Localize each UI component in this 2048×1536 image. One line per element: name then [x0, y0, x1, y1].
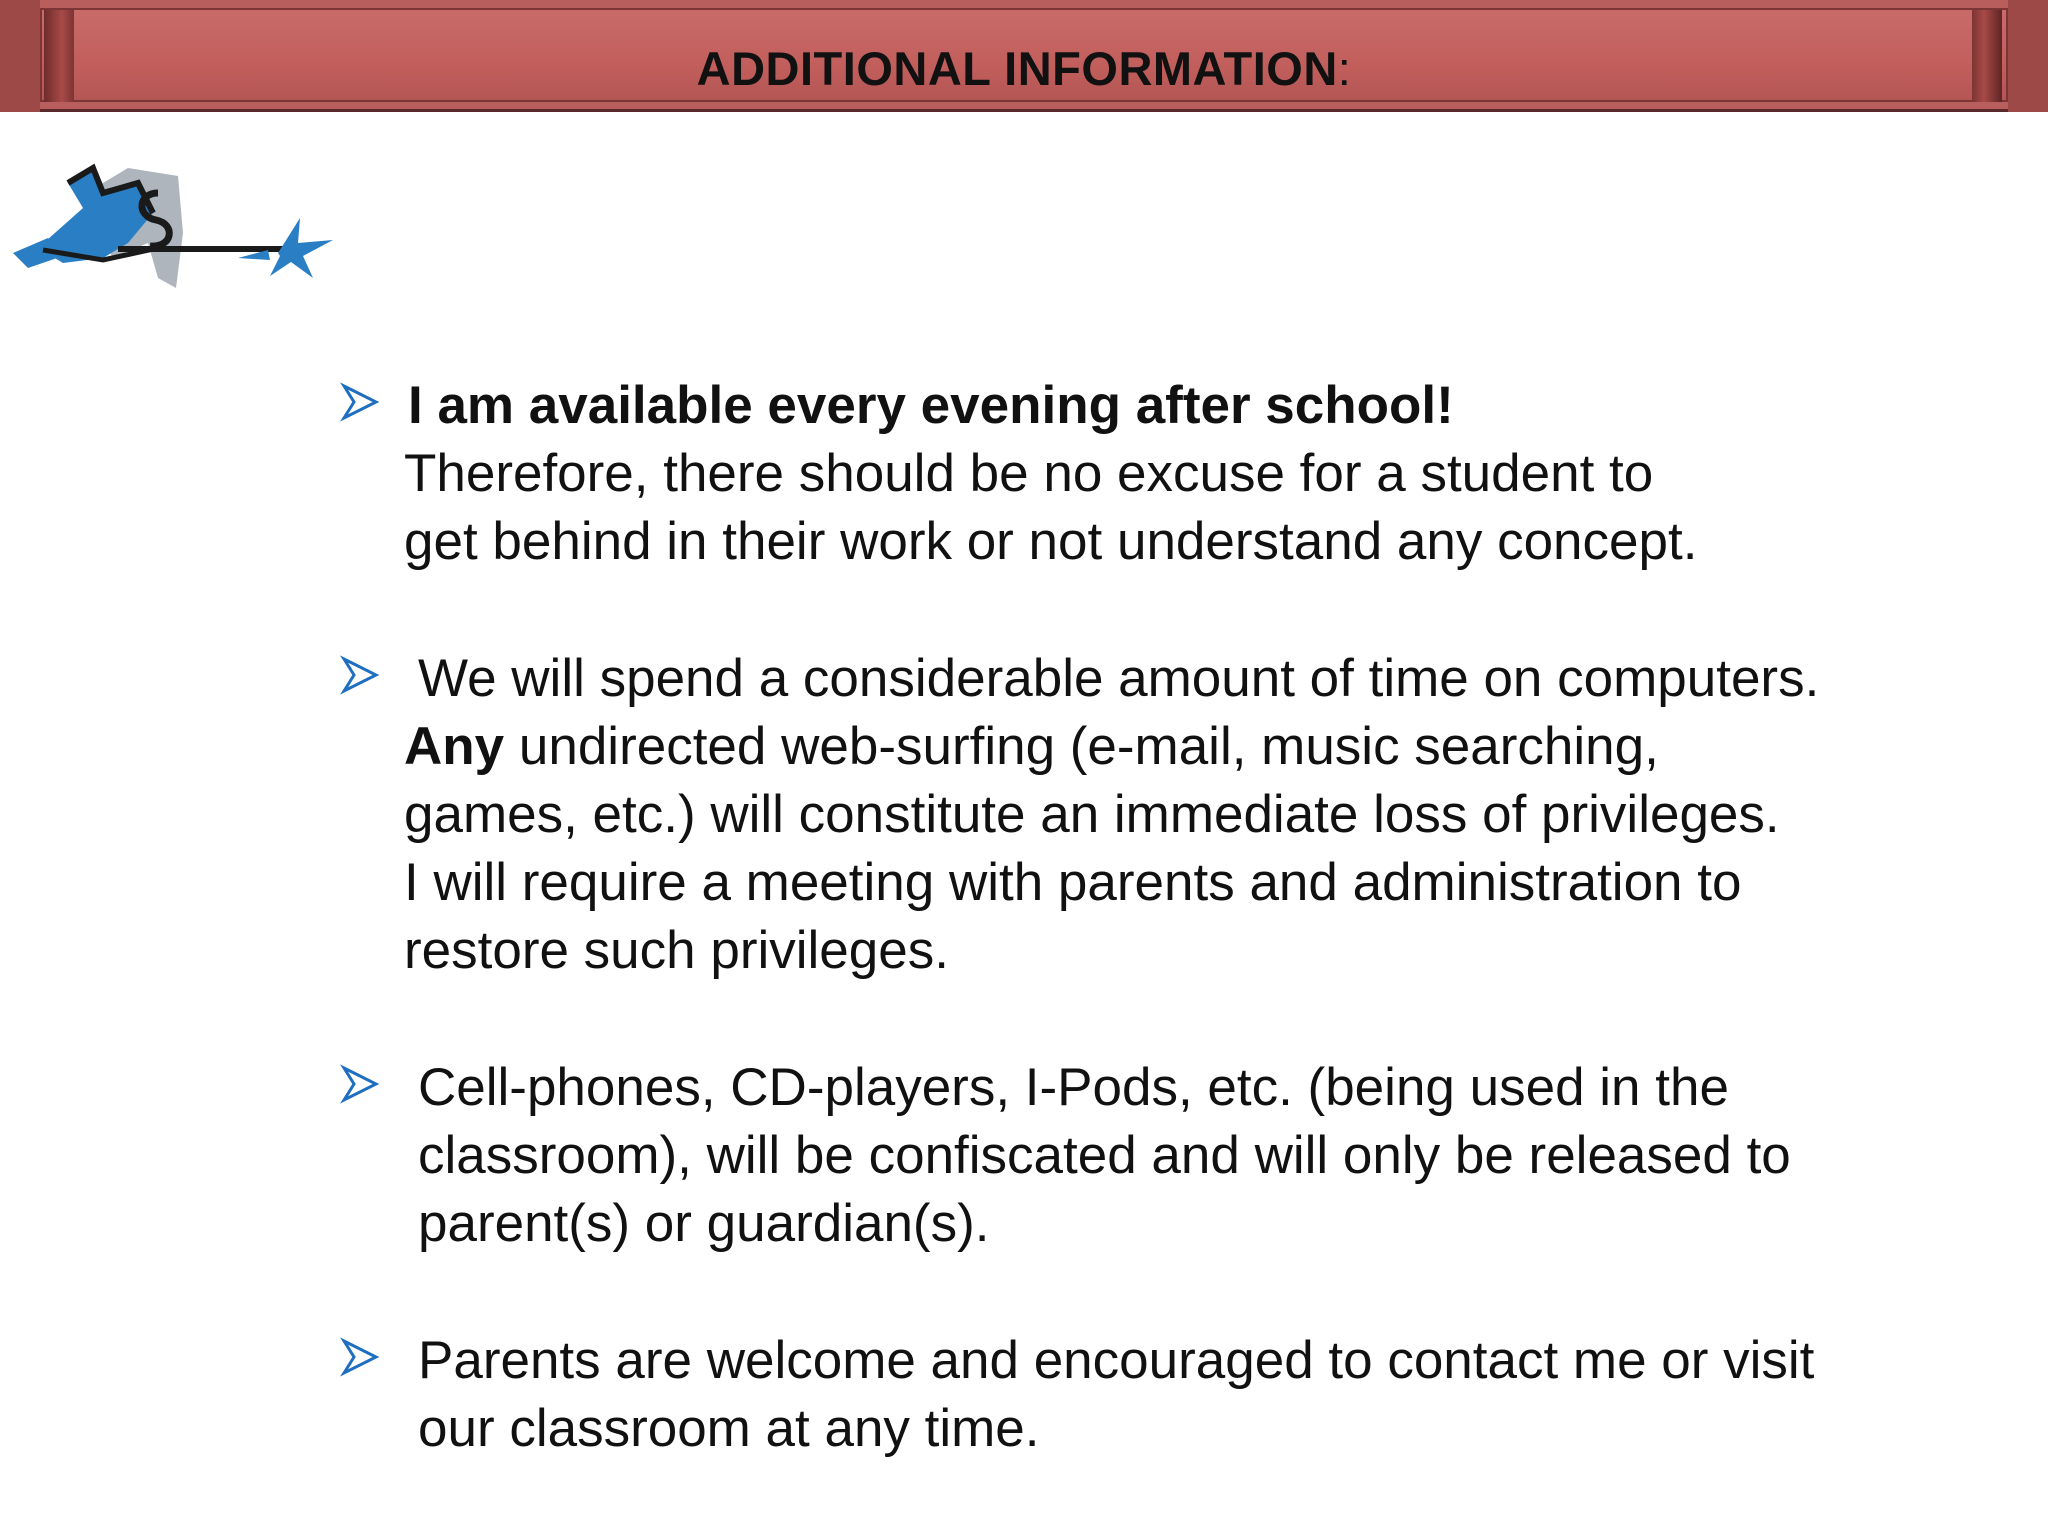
- bullet-line: Parents are welcome and encouraged to contact me or visit: [418, 1331, 1815, 1390]
- bullet-line: our classroom at any time.: [418, 1399, 1040, 1458]
- bullet-line: restore such privileges.: [404, 921, 949, 980]
- bullet-line: parent(s) or guardian(s).: [418, 1194, 990, 1253]
- bullet-line: I will require a meeting with parents and administration to: [404, 853, 1742, 912]
- page-title-colon: :: [1337, 42, 1352, 95]
- bullet-line: get behind in their work or not understand any concept.: [404, 512, 1698, 571]
- arrow-bullet-icon: [340, 1064, 380, 1104]
- arrow-bullet-icon: [340, 1337, 380, 1377]
- bullet-line: [404, 713, 1659, 781]
- bullet-line: I am available every evening after school!: [408, 376, 1454, 435]
- bullet-line-rest: undirected web-surfing (e-mail, music searching,: [504, 717, 1659, 776]
- bullet-line: Therefore, there should be no excuse for a student to: [404, 444, 1654, 503]
- bullet-line: Cell-phones, CD-players, I-Pods, etc. (being used in the: [418, 1058, 1729, 1117]
- arrow-bullet-icon: [340, 655, 380, 695]
- page-title-text: ADDITIONAL INFORMATION: [696, 42, 1338, 95]
- bullet-line: games, etc.) will constitute an immediate loss of privileges.: [404, 785, 1780, 844]
- emphasis-text: Any: [404, 717, 505, 776]
- bullet-line: We will spend a considerable amount of time on computers.: [418, 649, 1820, 708]
- bullet-line: classroom), will be confiscated and will only be released to: [418, 1126, 1791, 1185]
- arrow-bullet-icon: [340, 382, 380, 422]
